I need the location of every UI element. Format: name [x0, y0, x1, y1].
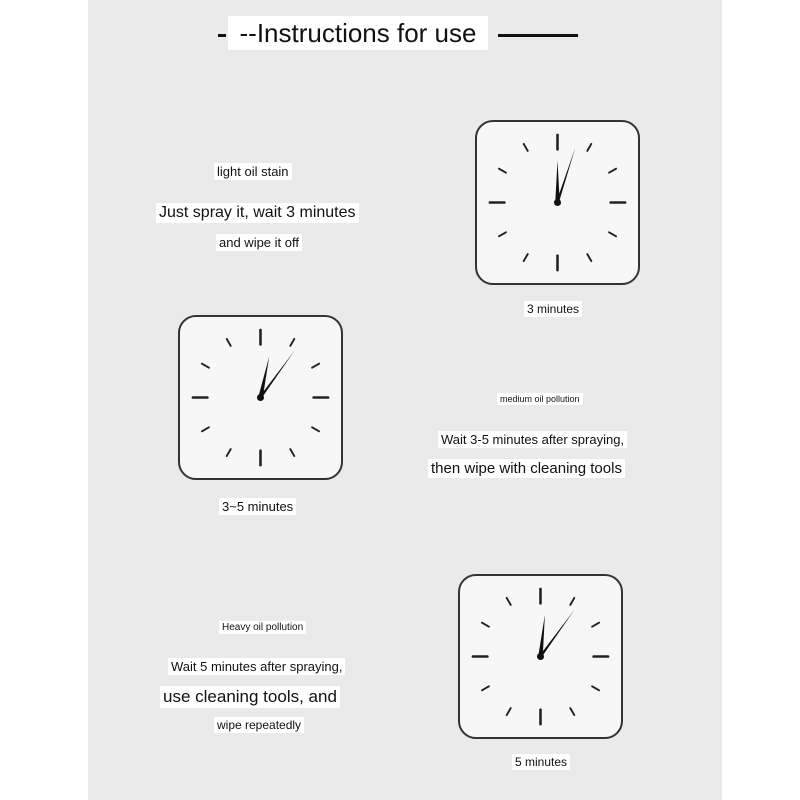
clock-tick — [592, 623, 599, 627]
light-stain-line-2: and wipe it off — [216, 234, 302, 251]
heavy-pollution-line-3: wipe repeatedly — [214, 717, 304, 733]
clock-tick — [524, 144, 528, 151]
light-stain-line-1: Just spray it, wait 3 minutes — [156, 203, 359, 223]
clock-tick — [227, 449, 231, 456]
clock-tick — [227, 339, 231, 346]
clock-3-5-minutes — [178, 315, 343, 480]
title-row — [0, 10, 800, 50]
clock-tick — [202, 427, 209, 431]
heavy-pollution-line-2: use cleaning tools, and — [160, 686, 340, 708]
clock-tick — [609, 169, 616, 173]
clock-tick — [570, 708, 574, 715]
title-dash-right — [498, 34, 578, 37]
clock-center-dot — [554, 199, 561, 206]
medium-pollution-category: medium oil pollution — [497, 393, 583, 405]
medium-pollution-line-2: then wipe with cleaning tools — [428, 459, 625, 478]
clock-minute-hand — [556, 147, 575, 203]
clock-caption-5-minutes: 5 minutes — [512, 754, 570, 770]
clock-tick — [482, 686, 489, 690]
light-stain-category: light oil stain — [214, 163, 292, 180]
clock-center-dot — [537, 653, 544, 660]
clock-center-dot — [257, 394, 264, 401]
clock-tick — [482, 623, 489, 627]
clock-face — [180, 317, 341, 478]
clock-face — [460, 576, 621, 737]
clock-tick — [499, 169, 506, 173]
page-title: --Instructions for use — [228, 16, 488, 50]
clock-tick — [570, 598, 574, 605]
clock-tick — [202, 364, 209, 368]
medium-pollution-line-1: Wait 3-5 minutes after spraying, — [438, 431, 627, 448]
clock-tick — [290, 449, 294, 456]
clock-tick — [290, 339, 294, 346]
clock-tick — [587, 254, 591, 261]
title-dash-left — [218, 34, 226, 37]
heavy-pollution-line-1: Wait 5 minutes after spraying, — [168, 658, 345, 675]
clock-tick — [499, 232, 506, 236]
clock-5-minutes — [458, 574, 623, 739]
clock-tick — [312, 364, 319, 368]
clock-tick — [587, 144, 591, 151]
clock-tick — [507, 708, 511, 715]
clock-tick — [524, 254, 528, 261]
clock-tick — [507, 598, 511, 605]
clock-tick — [312, 427, 319, 431]
clock-caption-3-5-minutes: 3~5 minutes — [219, 498, 296, 515]
clock-3-minutes — [475, 120, 640, 285]
clock-tick — [609, 232, 616, 236]
heavy-pollution-category: Heavy oil pollution — [219, 621, 306, 634]
clock-caption-3-minutes: 3 minutes — [524, 301, 582, 317]
clock-face — [477, 122, 638, 283]
clock-tick — [592, 686, 599, 690]
